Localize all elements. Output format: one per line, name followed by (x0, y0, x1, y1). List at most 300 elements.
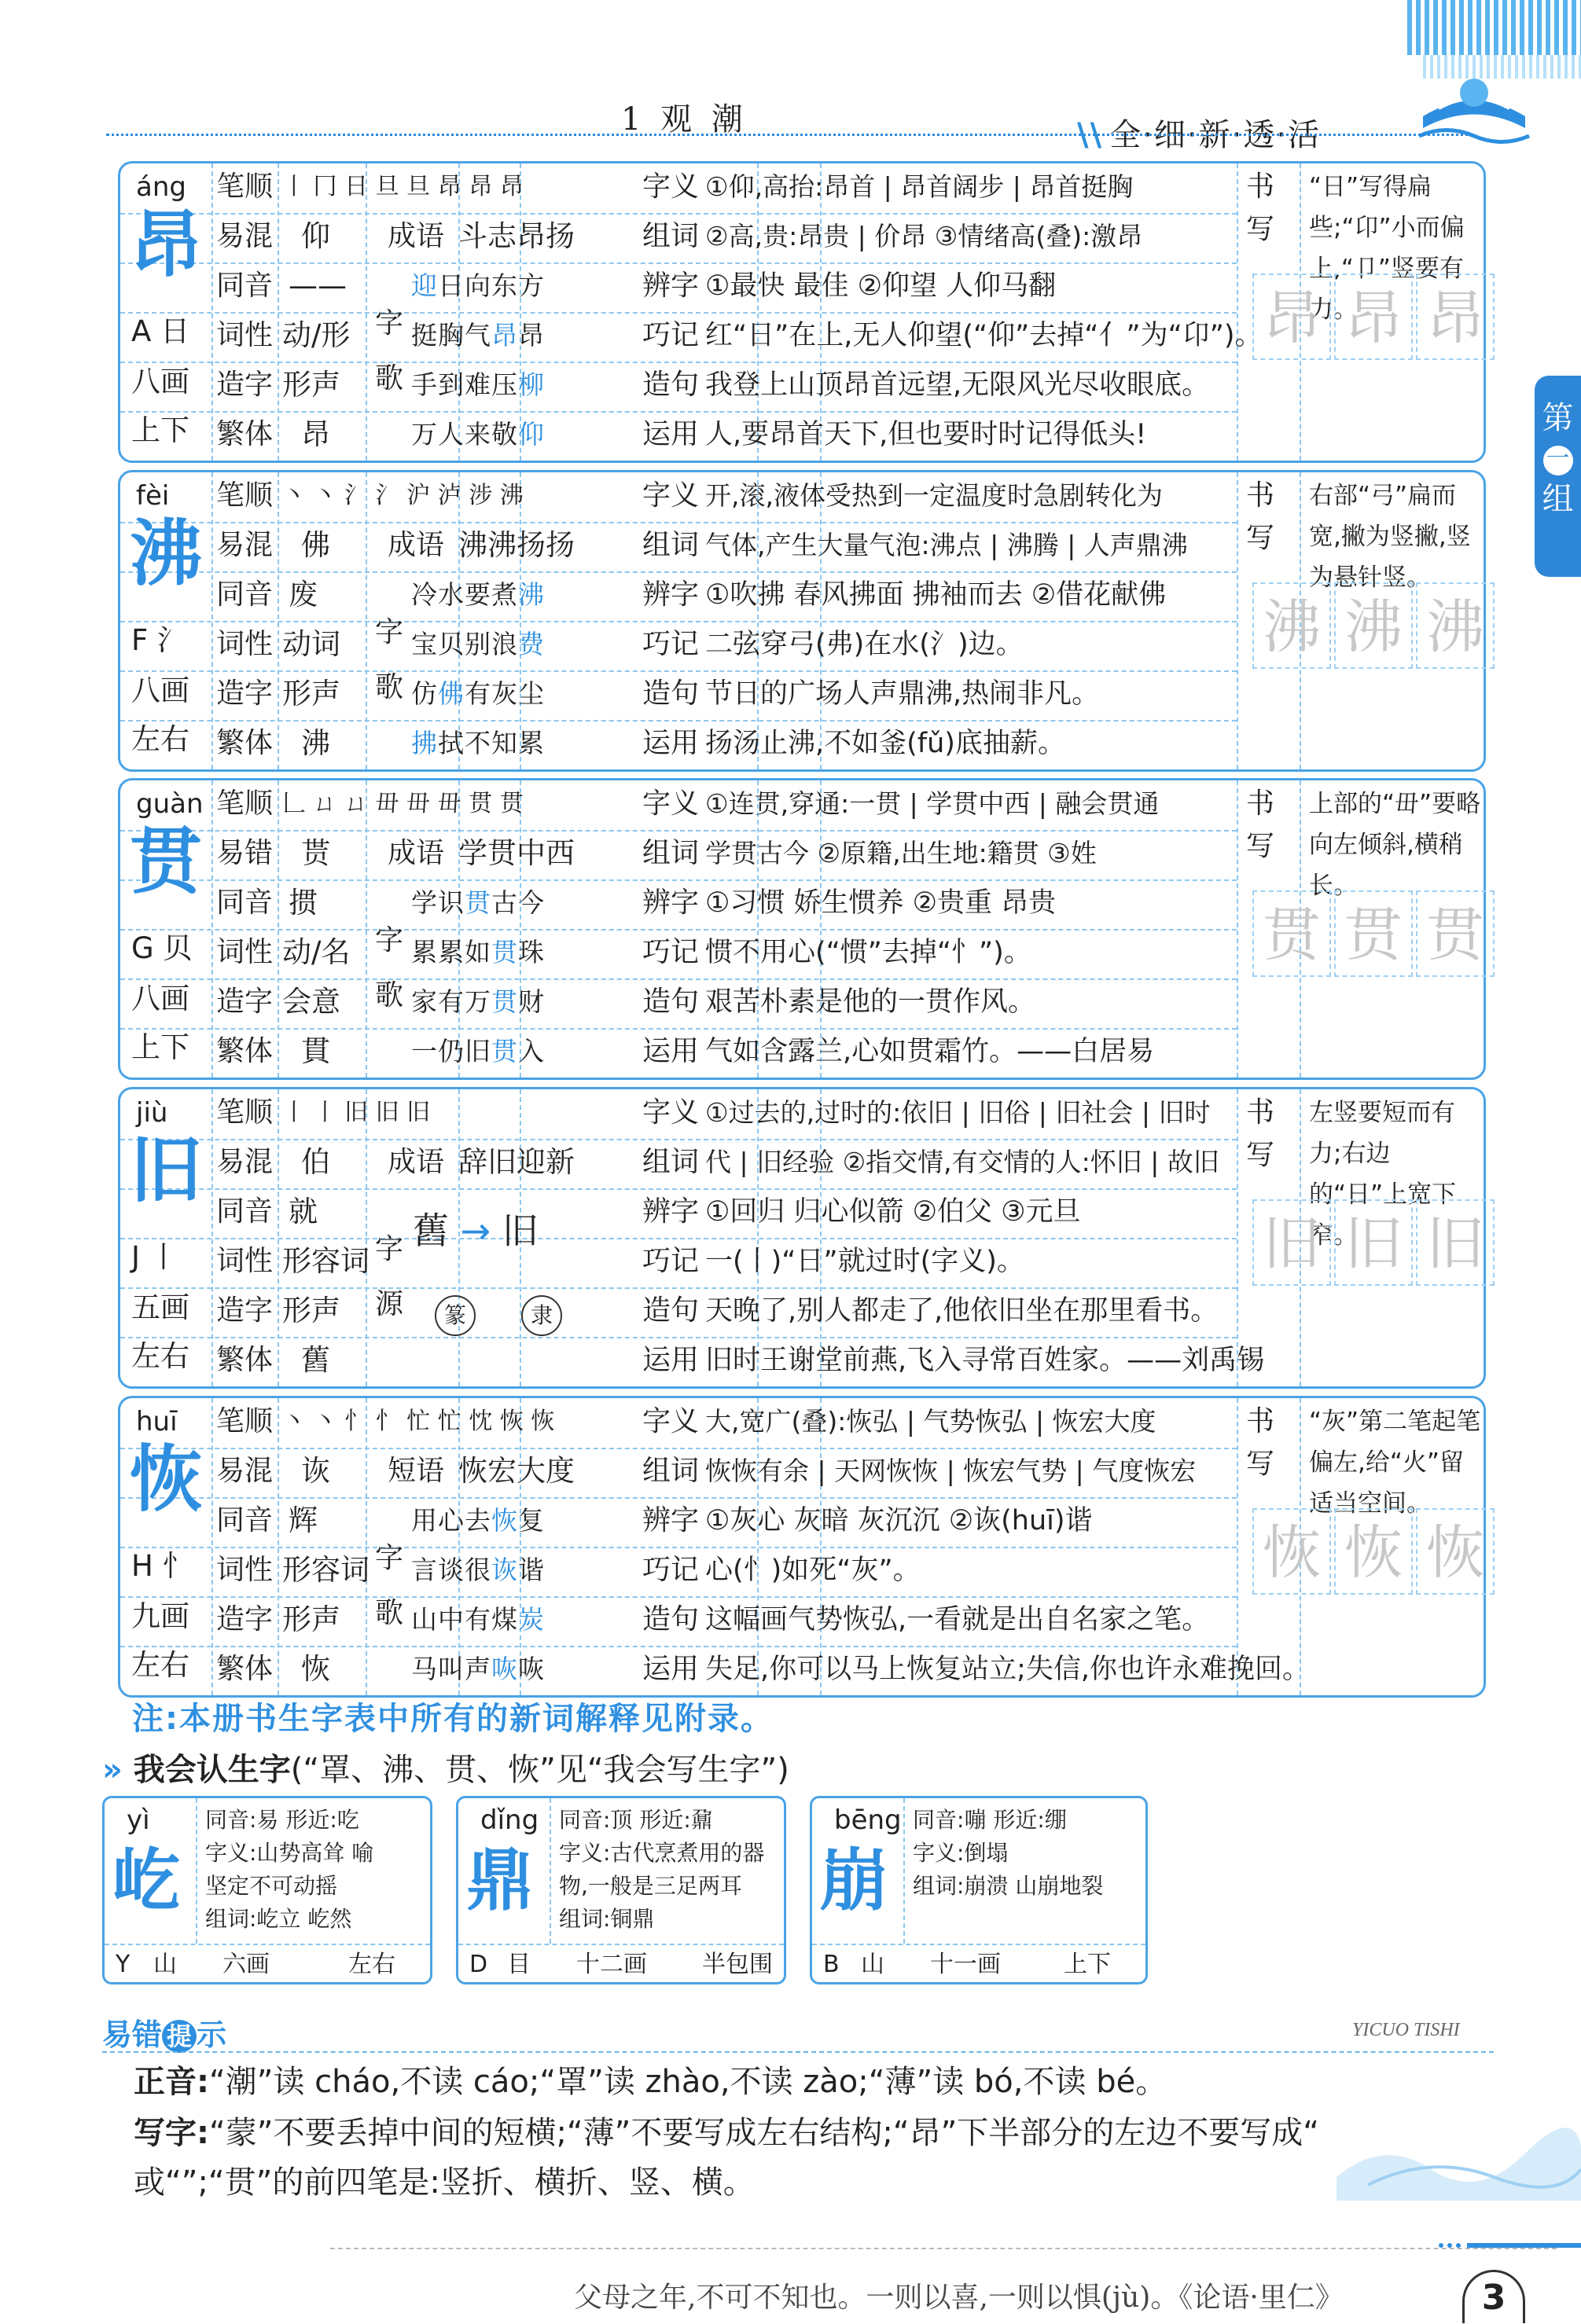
confuse-label: 易混 (216, 1455, 274, 1487)
practice-glyph: 沸 (1344, 593, 1403, 661)
write-tip: 右部“弓”扁而宽,撇为竖撇,竖为悬针竖。 (1309, 482, 1471, 592)
practice-glyph: 贯 (1263, 901, 1321, 969)
idiom-value: 辞旧迎新 (458, 1145, 575, 1179)
song-line: 迎日向东方 (411, 270, 545, 301)
distinguish-value: ①回归 归心似箭 ②伯父 ③元旦 (705, 1196, 1081, 1228)
char-stroke-count: 五画 (131, 1290, 189, 1324)
distinguish-value: ①习惯 娇生惯养 ②贵重 昂贵 (705, 887, 1057, 919)
confuse-label: 易混 (216, 1146, 274, 1178)
recognise-line: 字义:倒塌 (913, 1840, 1009, 1866)
sentence-label: 造句 (642, 677, 700, 710)
stroke-order-value: 丶 丶 氵 氵 沪 泸 涉 沸 (282, 482, 524, 509)
recognise-pinyin: yì (127, 1804, 150, 1836)
sentence-label: 造句 (642, 1294, 700, 1327)
recognise-radical: 山 (153, 1951, 177, 1978)
pos-value: 形容词 (282, 1553, 370, 1587)
song-line: 用心去恢复 (411, 1505, 545, 1536)
practice-glyph: 恢 (1344, 1519, 1403, 1587)
char-index: H 忄 (131, 1549, 192, 1583)
char-origin (413, 1207, 633, 1254)
memory-value: 一(丨)“日”就过时(字义)。 (705, 1246, 1024, 1277)
pos-label: 词性 (216, 628, 274, 660)
origin-tag: 篆 (435, 1295, 476, 1336)
char-stroke-count: 八画 (131, 674, 189, 707)
recognise-pinyin: bēng (834, 1804, 902, 1836)
write-label-top: 书 (1246, 479, 1275, 512)
row-divider (120, 978, 1237, 980)
song-line: 学识贯古今 (411, 887, 545, 918)
write-tip: “灰”第二笔起笔偏左,给“火”留适当空间。 (1309, 1408, 1481, 1518)
distinguish-label: 辨字 (642, 578, 700, 611)
recognise-line: 同音:易 形近:吃 (205, 1807, 359, 1833)
column-divider (196, 1798, 197, 1944)
homophone-label: 同音 (216, 1504, 274, 1536)
use-label: 运用 (642, 1035, 700, 1067)
practice-glyph: 昂 (1263, 285, 1321, 352)
recognise-line: 同音:嘣 形近:绷 (913, 1807, 1067, 1833)
write-label-bottom: 写 (1246, 1139, 1275, 1171)
write-label-top: 书 (1246, 171, 1275, 203)
row-divider (120, 213, 1237, 215)
formation-label: 造字 (216, 986, 274, 1018)
recognise-index: B (823, 1951, 840, 1978)
idiom-value: 沸沸扬扬 (458, 528, 575, 562)
stroke-order-label: 笔顺 (216, 1405, 274, 1437)
traditional-value: 沸 (301, 726, 330, 760)
memory-label: 巧记 (642, 1554, 700, 1586)
practice-grid-box (1252, 890, 1331, 977)
traditional-label: 繁体 (216, 418, 274, 450)
recognise-line: 字义:古代烹煮用的器 (559, 1840, 765, 1866)
row-divider (120, 879, 1237, 881)
practice-glyph: 旧 (1426, 1210, 1484, 1278)
traditional-label: 繁体 (216, 1653, 274, 1685)
meaning-label: 字义 (642, 788, 700, 820)
meaning-value: ①过去的,过时的:依旧 | 旧俗 | 旧社会 | 旧时 (705, 1097, 1211, 1128)
sentence-value: 节日的广场人声鼎沸,热闹非凡。 (705, 678, 1100, 710)
meaning-value: 开,滚,液体受热到一定温度时急剧转化为 (705, 480, 1163, 511)
distinguish-label: 辨字 (642, 270, 700, 302)
recognise-count: 十一画 (930, 1951, 1001, 1978)
column-divider (1237, 780, 1238, 1078)
practice-glyph: 贯 (1344, 901, 1403, 969)
char-structure: 左右 (131, 1339, 189, 1373)
traditional-value: 舊 (301, 1343, 330, 1377)
char-glyph: 恢 (130, 1437, 203, 1522)
memory-value: 红“日”在上,无人仰望(“仰”去掉“亻”为“卬”)。 (705, 320, 1263, 351)
use-label: 运用 (642, 727, 700, 759)
homophone-value: 掼 (289, 886, 318, 920)
song-line: 马叫声咴咴 (411, 1654, 545, 1684)
write-label-bottom: 写 (1246, 830, 1275, 862)
song-label-top: 字 (375, 1233, 404, 1265)
idiom-value: 恢宏大度 (458, 1454, 575, 1488)
row-divider (120, 571, 1237, 573)
row-divider (120, 1188, 1237, 1190)
memory-label: 巧记 (642, 1245, 700, 1277)
use-value: 失足,你可以马上恢复站立;失信,你也许永难挽回。 (705, 1654, 1311, 1685)
traditional-label: 繁体 (216, 1344, 274, 1376)
song-line: 山中有煤炭 (411, 1604, 545, 1635)
practice-grid-box (1416, 1199, 1495, 1286)
char-card-4 (118, 1396, 1486, 1698)
tips-english-title: YICUO TISHI (1352, 2020, 1460, 2040)
pos-value: 动词 (282, 627, 340, 661)
traditional-label: 繁体 (216, 1035, 274, 1067)
row-divider (105, 1944, 430, 1945)
arrow-right-icon: → (449, 1210, 502, 1252)
char-pinyin: guàn (136, 788, 204, 820)
row-divider (120, 1547, 1237, 1548)
practice-glyph: 旧 (1263, 1210, 1321, 1278)
practice-glyph: 贯 (1426, 901, 1484, 969)
pos-value: 动/名 (282, 935, 351, 969)
char-card-1 (118, 470, 1486, 772)
sentence-value: 天晚了,别人都走了,他依旧坐在那里看书。 (705, 1295, 1219, 1327)
song-line: 言谈很诙谐 (411, 1555, 545, 1585)
footer-divider (330, 2248, 1557, 2249)
row-divider (120, 720, 1237, 721)
recognise-count: 十二画 (576, 1951, 647, 1978)
meaning-label: 字义 (642, 479, 700, 512)
memory-label: 巧记 (642, 628, 700, 660)
use-value: 旧时王谢堂前燕,飞入寻常百姓家。——刘禹锡 (705, 1345, 1265, 1376)
memory-value: 心(忄)如死“灰”。 (705, 1555, 921, 1586)
practice-glyph: 昂 (1426, 285, 1484, 352)
column-divider (1237, 472, 1238, 769)
recognise-card-0 (102, 1796, 432, 1984)
practice-grid-box (1334, 890, 1413, 977)
sentence-label: 造句 (642, 986, 700, 1018)
column-divider (550, 1798, 551, 1944)
origin-seal-glyph: 舊 (413, 1210, 449, 1252)
tips-title: 易错 提 示 (102, 2017, 227, 2052)
recognise-line: 物,一般是三足两耳 (559, 1873, 742, 1899)
row-divider (120, 362, 1237, 363)
char-index: J 丨 (131, 1240, 178, 1274)
practice-grid-box (1252, 1508, 1331, 1595)
recognise-line: 字义:山势高耸 喻 (205, 1840, 374, 1866)
write-label-bottom: 写 (1246, 1448, 1275, 1480)
stroke-order-label: 笔顺 (216, 788, 274, 820)
homophone-label: 同音 (216, 270, 274, 302)
char-glyph: 贯 (130, 820, 203, 904)
use-label: 运用 (642, 1344, 700, 1376)
formation-value: 形声 (282, 1603, 340, 1636)
char-card-3 (118, 1087, 1486, 1389)
use-label: 运用 (642, 1653, 700, 1685)
pos-value: 动/形 (282, 318, 351, 352)
use-value: 气如含露兰,心如贯霜竹。——白居易 (705, 1036, 1155, 1067)
origin-tag: 隶 (521, 1295, 562, 1336)
words-value: 学贯古今 ②原籍,出生地:籍贯 ③姓 (705, 838, 1097, 868)
row-divider (120, 1596, 1237, 1598)
char-index: F 氵 (131, 623, 187, 657)
distinguish-label: 辨字 (642, 1504, 700, 1536)
recognise-structure: 左右 (348, 1951, 395, 1978)
row-divider (120, 1238, 1237, 1239)
row-divider (120, 929, 1237, 931)
song-line: 手到难压柳 (411, 369, 545, 400)
char-structure: 上下 (131, 1030, 189, 1064)
char-stroke-count: 八画 (131, 365, 189, 398)
practice-glyph: 旧 (1344, 1210, 1403, 1278)
recognise-radical: 山 (861, 1951, 884, 1978)
write-tip: 上部的“毌”要略向左倾斜,横稍长。 (1309, 790, 1481, 900)
row-divider (120, 1646, 1237, 1647)
traditional-value: 恢 (301, 1652, 330, 1686)
idiom-value: 学贯中西 (458, 836, 575, 870)
sentence-value: 这幅画气势恢弘,一看就是出自名家之笔。 (705, 1604, 1210, 1636)
formation-value: 形声 (282, 677, 340, 710)
row-divider (120, 1139, 1237, 1140)
song-label-top: 字 (375, 924, 404, 956)
recognise-glyph: 崩 (820, 1841, 888, 1920)
practice-grid-box (1416, 890, 1495, 977)
tip-writing: 写字:“蒙”不要丢掉中间的短横;“薄”不要写成左右结构;“昂”下半部分的左边不要写成“ (134, 2115, 1320, 2151)
lesson-title: 1 观 潮 (621, 101, 748, 138)
stroke-order-value: 丨 丨 旧 旧 旧 (282, 1099, 431, 1126)
distinguish-label: 辨字 (642, 887, 700, 919)
formation-value: 形声 (282, 368, 340, 402)
song-label-top: 字 (375, 616, 404, 648)
practice-glyph: 昂 (1344, 285, 1403, 352)
practice-grid-box (1416, 1508, 1495, 1595)
footer-dots (1439, 2236, 1581, 2241)
char-pinyin: jiù (136, 1097, 168, 1129)
words-label: 组词 (642, 1455, 700, 1487)
formation-value: 形声 (282, 1294, 340, 1327)
row-divider (120, 1337, 1237, 1338)
song-line: 拂拭不知累 (411, 728, 545, 758)
column-divider (1237, 1089, 1238, 1386)
distinguish-label: 辨字 (642, 1195, 700, 1228)
song-label-top: 字 (375, 307, 404, 340)
confuse-value: 贳 (301, 836, 330, 870)
char-index: G 贝 (131, 931, 193, 965)
song-label-bottom: 歌 (375, 979, 404, 1011)
char-structure: 左右 (131, 722, 189, 756)
write-label-bottom: 写 (1246, 213, 1275, 245)
row-divider (120, 1028, 1237, 1030)
char-structure: 左右 (131, 1648, 189, 1682)
row-divider (458, 1944, 784, 1945)
memory-label: 巧记 (642, 936, 700, 968)
practice-grid-box (1334, 274, 1413, 360)
pos-label: 词性 (216, 1245, 274, 1277)
sentence-value: 艰苦朴素是他的一贯作风。 (705, 986, 1036, 1018)
confuse-value: 伯 (301, 1145, 330, 1179)
formation-value: 会意 (282, 985, 340, 1019)
homophone-label: 同音 (216, 887, 274, 919)
formation-label: 造字 (216, 369, 274, 401)
write-tip: “日”写得扁些;“卬”小而偏上,“卩”竖要有力。 (1309, 173, 1465, 324)
recognise-count: 六画 (222, 1951, 270, 1978)
meaning-value: ①连贯,穿通:一贯 | 学贯中西 | 融会贯通 (705, 788, 1160, 819)
write-label-top: 书 (1246, 1405, 1275, 1437)
landscape-decoration-icon (1336, 2083, 1581, 2201)
words-label: 组词 (642, 1146, 700, 1178)
song-line: 累累如贯珠 (411, 937, 545, 967)
words-label: 组词 (642, 220, 700, 252)
pos-label: 词性 (216, 1554, 274, 1586)
header-motto: \\ 全·细·新·透·活 (1077, 117, 1322, 153)
song-line: 家有万贯财 (411, 986, 545, 1017)
song-line: 宝贝别浪费 (411, 629, 545, 659)
stroke-order-value: 丶 丶 忄 忄 忙 忙 忱 恢 恢 (282, 1408, 555, 1435)
idiom-label: 成语 (388, 529, 445, 561)
group-side-tab: 第 一 组 (1535, 376, 1581, 577)
traditional-value: 貫 (301, 1034, 330, 1068)
pos-label: 词性 (216, 319, 274, 351)
column-divider (1237, 163, 1238, 461)
recognise-line: 组词:铜鼎 (559, 1906, 655, 1932)
char-glyph: 旧 (130, 1129, 203, 1213)
distinguish-value: ①最快 最佳 ②仰望 人仰马翻 (705, 270, 1057, 302)
practice-grid-box (1416, 274, 1495, 360)
recognise-header: » 我会认生字(“罩、沸、贯、恢”见“我会写生字”) (102, 1752, 789, 1788)
practice-glyph: 沸 (1263, 593, 1321, 661)
row-divider (120, 522, 1237, 523)
use-value: 扬汤止沸,不如釜(fǔ)底抽薪。 (705, 728, 1065, 759)
practice-grid-box (1252, 274, 1331, 360)
memory-label: 巧记 (642, 319, 700, 351)
idiom-label: 成语 (388, 1146, 445, 1178)
idiom-value: 斗志昂扬 (458, 219, 575, 253)
practice-glyph: 沸 (1426, 593, 1484, 661)
row-divider (120, 670, 1237, 672)
sentence-label: 造句 (642, 1603, 700, 1636)
traditional-value: 昂 (301, 417, 330, 451)
song-label-bottom: 歌 (375, 671, 404, 703)
practice-grid-box (1334, 1508, 1413, 1595)
recognise-line: 同音:顶 形近:鼐 (559, 1807, 713, 1833)
homophone-value: 就 (289, 1195, 318, 1228)
meaning-value: ①仰,高抬:昂首 | 昂首阔步 | 昂首挺胸 (705, 171, 1134, 202)
confuse-value: 诙 (301, 1454, 330, 1488)
sentence-label: 造句 (642, 369, 700, 401)
write-label-bottom: 写 (1246, 522, 1275, 554)
practice-grid-box (1334, 1199, 1413, 1286)
pos-label: 词性 (216, 936, 274, 968)
char-card-0 (118, 161, 1486, 463)
recognise-glyph: 屹 (112, 1841, 180, 1920)
song-label-bottom: 歌 (375, 362, 404, 395)
song-line: 冷水要煮沸 (411, 579, 545, 610)
memory-value: 惯不用心(“惯”去掉“忄”)。 (705, 937, 1031, 968)
song-label-bottom: 歌 (375, 1597, 404, 1629)
row-divider (120, 312, 1237, 314)
confuse-label: 易错 (216, 837, 274, 869)
recognise-line: 组词:屹立 屹然 (205, 1906, 352, 1932)
practice-grid-box (1252, 1199, 1331, 1286)
recognise-card-1 (456, 1796, 786, 1984)
recognise-index: Y (116, 1951, 131, 1978)
practice-grid-box (1416, 582, 1495, 669)
confuse-label: 易混 (216, 529, 274, 561)
homophone-label: 同音 (216, 1195, 274, 1228)
char-pinyin: huī (136, 1406, 178, 1437)
char-glyph: 昂 (130, 203, 203, 287)
homophone-label: 同音 (216, 578, 274, 611)
idiom-label: 短语 (388, 1455, 445, 1487)
char-card-2 (118, 778, 1486, 1080)
char-glyph: 沸 (130, 512, 203, 596)
char-pinyin: fèi (136, 480, 170, 512)
traditional-label: 繁体 (216, 727, 274, 759)
practice-glyph: 恢 (1263, 1519, 1321, 1587)
stroke-order-label: 笔顺 (216, 171, 274, 203)
recognise-structure: 半包围 (702, 1951, 773, 1978)
homophone-value: 废 (289, 578, 318, 611)
song-label-top: 字 (375, 1542, 404, 1574)
recognise-line: 坚定不可动摇 (205, 1873, 338, 1899)
words-value: 恢恢有余 | 天网恢恢 | 恢宏气势 | 气度恢宏 (705, 1456, 1197, 1486)
tip-writing-cont: 或“”;“贯”的前四笔是:竖折、横折、竖、横。 (134, 2164, 755, 2201)
recognise-structure: 上下 (1064, 1951, 1111, 1978)
char-stroke-count: 八画 (131, 982, 189, 1015)
char-index: A 日 (131, 314, 190, 348)
distinguish-value: ①灰心 灰暗 灰沉沉 ②诙(huī)谐 (705, 1505, 1093, 1536)
recognise-card-2 (810, 1796, 1148, 1984)
stroke-order-label: 笔顺 (216, 1096, 274, 1129)
practice-grid-box (1252, 582, 1331, 669)
row-divider (120, 830, 1237, 832)
song-line: 万人来敬仰 (411, 419, 545, 450)
footer-quote: 父母之年,不可不知也。一则以喜,一则以惧(jù)。《论语·里仁》 (574, 2282, 1344, 2314)
row-divider (120, 1497, 1237, 1499)
char-stroke-count: 九画 (131, 1599, 189, 1633)
practice-glyph: 恢 (1426, 1519, 1484, 1587)
confuse-value: 仰 (301, 219, 330, 253)
write-tip: 左竖要短而有力;右边的“日”上宽下窄。 (1309, 1099, 1457, 1250)
row-divider (120, 1448, 1237, 1449)
stroke-order-label: 笔顺 (216, 479, 274, 512)
idiom-label: 成语 (388, 220, 445, 252)
meaning-label: 字义 (642, 1405, 700, 1437)
use-value: 人,要昂首天下,但也要时时记得低头! (705, 419, 1147, 450)
words-label: 组词 (642, 529, 700, 561)
sentence-value: 我登上山顶昂首远望,无限风光尽收眼底。 (705, 369, 1210, 401)
practice-grid-box (1334, 582, 1413, 669)
header-divider (106, 134, 1474, 136)
meaning-label: 字义 (642, 171, 700, 203)
meaning-label: 字义 (642, 1096, 700, 1129)
confuse-label: 易混 (216, 220, 274, 252)
use-label: 运用 (642, 418, 700, 450)
note-text: 注:本册书生字表中所有的新词解释见附录。 (132, 1701, 774, 1737)
row-divider (120, 621, 1237, 622)
write-label-top: 书 (1246, 1096, 1275, 1129)
column-divider (1237, 1398, 1238, 1695)
row-divider (120, 263, 1237, 264)
origin-clerical-glyph: 旧 (502, 1210, 539, 1252)
distinguish-value: ①吹拂 春风拂面 拂袖而去 ②借花献佛 (705, 579, 1167, 611)
pos-value: 形容词 (282, 1244, 370, 1278)
header-decoration-stripes (1407, 0, 1581, 55)
homophone-value: 辉 (289, 1503, 318, 1537)
tips-divider (102, 2051, 1494, 2053)
song-line: 一仍旧贯入 (411, 1036, 545, 1067)
words-value: ②高,贵:昂贵 | 价昂 ③情绪高(叠):激昂 (705, 221, 1143, 251)
recognise-pinyin: dǐng (480, 1804, 539, 1836)
memory-value: 二弦穿弓(弗)在水(氵)边。 (705, 629, 1024, 660)
row-divider (120, 1287, 1237, 1289)
words-value: 代 | 旧经验 ②指交情,有交情的人:怀旧 | 故旧 (705, 1147, 1219, 1177)
char-pinyin: áng (136, 171, 186, 203)
song-line: 挺胸气昂昂 (411, 320, 545, 351)
words-label: 组词 (642, 837, 700, 869)
